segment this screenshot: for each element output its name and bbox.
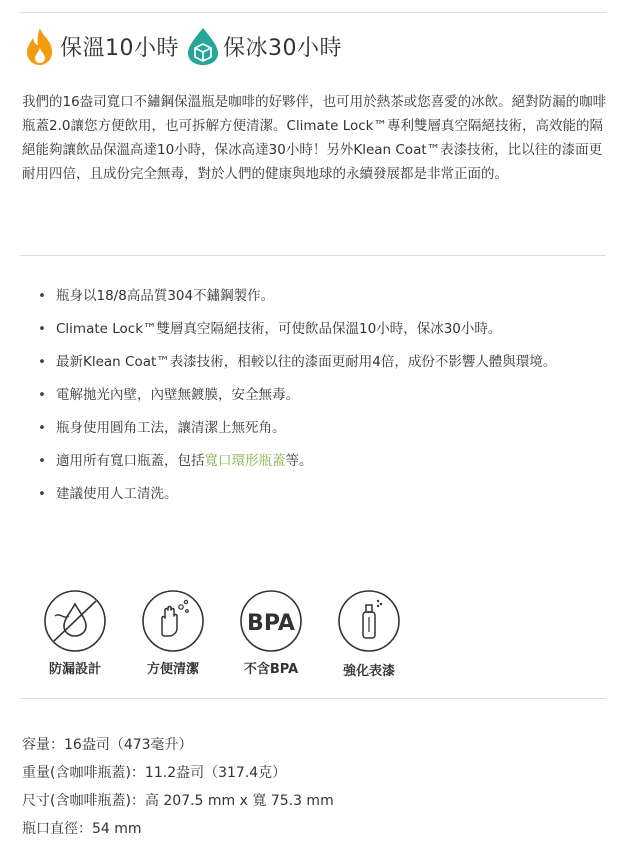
easy-clean-badge xyxy=(128,588,218,677)
svg-text:BPA: BPA xyxy=(247,611,295,636)
top-divider xyxy=(20,12,606,13)
no-drip-icon xyxy=(42,588,108,654)
list-item: • 最新Klean Coat™表漆技術，相較以往的漆面更耐用4倍，成份不影響人體與環境。 xyxy=(38,350,598,374)
warm-hours-label: 保溫10小時 xyxy=(60,35,179,61)
list-item: • 瓶身使用圓角工法，讓清潔上無死角。 xyxy=(38,416,598,440)
coating-label: 強化表漆 xyxy=(342,664,395,679)
coating-badge xyxy=(324,588,414,679)
bpa-free-icon xyxy=(238,588,304,654)
flame-icon xyxy=(22,26,58,66)
spec-mouth-diameter: 瓶口直徑：54 mm xyxy=(22,821,142,837)
product-specs xyxy=(22,731,334,843)
bpa-free-label: 不含BPA xyxy=(243,662,299,677)
list-item: • 瓶身以18/8高品質304不鏽鋼製作。 xyxy=(38,284,598,308)
spec-size: 尺寸(含咖啡瓶蓋)：高 207.5 mm x 寬 75.3 mm xyxy=(22,793,334,809)
washing-hand-icon xyxy=(140,588,206,654)
feature-list xyxy=(38,284,598,515)
middle-divider xyxy=(20,255,606,256)
product-description: 我們的16盎司寬口不鏽鋼保溫瓶是咖啡的好夥伴，也可用於熱茶或您喜愛的冰飲。絕對防漏的咖啡瓶蓋2.0讓您方便飲用，也可拆解方便清潔。Climate Lock™專利雙層真空隔絕技術，高效能的隔絕能夠讓飲品保溫高達10小時，保冰高達30小時！另外Klean Coat™表漆技術，比以往的漆面更耐用四倍，且成份完全無毒，對於人們的健康與地球的永續發展都是非常正面的。 xyxy=(22,94,607,182)
leakproof-label: 防漏設計 xyxy=(48,662,101,677)
easy-clean-label: 方便清潔 xyxy=(146,662,199,677)
leakproof-badge xyxy=(30,588,120,677)
headline xyxy=(22,24,348,68)
list-item: • 建議使用人工清洗。 xyxy=(38,482,598,506)
wide-mouth-loop-cap-link[interactable]: 寬口環形瓶蓋 xyxy=(204,453,286,469)
spec-capacity: 容量：16盎司（473毫升） xyxy=(22,737,193,753)
ice-cube-icon xyxy=(185,26,221,66)
list-item: • 電解拋光內壁，內壁無鍍膜，安全無毒。 xyxy=(38,383,598,407)
feature-badges xyxy=(30,588,410,678)
bpa-free-badge xyxy=(226,588,316,677)
spec-weight: 重量(含咖啡瓶蓋)：11.2盎司（317.4克） xyxy=(22,765,287,781)
lower-divider xyxy=(20,698,606,699)
cold-hours-label: 保冰30小時 xyxy=(223,35,342,61)
list-item: • Climate Lock™雙層真空隔絕技術，可使飲品保溫10小時，保冰30小時。 xyxy=(38,317,598,341)
spray-can-icon xyxy=(336,588,402,654)
list-item: • 適用所有寬口瓶蓋，包括寬口環形瓶蓋等。 xyxy=(38,449,598,473)
